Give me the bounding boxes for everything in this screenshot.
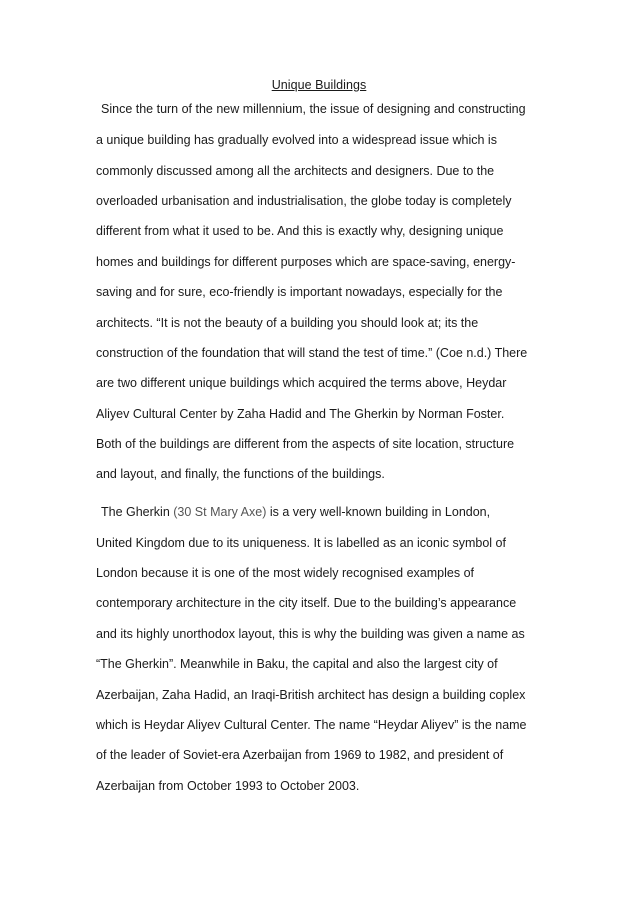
paragraph-1-line: Aliyev Cultural Center by Zaha Hadid and The Gherkin by Norman Foster. [96, 407, 505, 421]
paragraph-1-line: construction of the foundation that will stand the test of time.” (Coe n.d.) There [96, 346, 528, 360]
paragraph-1-line: commonly discussed among all the architects and designers. Due to the [96, 164, 495, 178]
document-title: Unique Buildings [271, 78, 367, 92]
paragraph-1-line: Since the turn of the new millennium, the issue of designing and constructing [101, 102, 526, 116]
paragraph-2-first-line [101, 504, 490, 520]
paragraph-2-line: United Kingdom due to its uniqueness. It is labelled as an iconic symbol of [96, 536, 506, 550]
paragraph-2-line: Azerbaijan, Zaha Hadid, an Iraqi-British architect has design a building coplex [96, 688, 526, 702]
paragraph-2-text: The Gherkin [101, 505, 174, 519]
paragraph-1-line: a unique building has gradually evolved into a widespread issue which is [96, 133, 497, 147]
paragraph-2-line: which is Heydar Aliyev Cultural Center. The name “Heydar Aliyev” is the name [96, 718, 527, 732]
paragraph-2-line: contemporary architecture in the city itself. Due to the building’s appearance [96, 596, 517, 610]
paragraph-1-line: overloaded urbanisation and industrialisation, the globe today is completely [96, 194, 512, 208]
paragraph-2-line: of the leader of Soviet-era Azerbaijan from 1969 to 1982, and president of [96, 748, 504, 762]
paragraph-1-line: and layout, and finally, the functions of the buildings. [96, 467, 385, 481]
paragraph-2-line: London because it is one of the most widely recognised examples of [96, 566, 475, 580]
paragraph-2-text: is a very well-known building in London, [266, 505, 491, 519]
paragraph-2-highlight: (30 St Mary Axe) [173, 505, 267, 519]
paragraph-1-line: saving and for sure, eco-friendly is important nowadays, especially for the [96, 285, 503, 299]
paragraph-1-line: architects. “It is not the beauty of a building you should look at; its the [96, 316, 479, 330]
paragraph-2-line: and its highly unorthodox layout, this is why the building was given a name as [96, 627, 525, 641]
paragraph-1-line: Both of the buildings are different from the aspects of site location, structure [96, 437, 515, 451]
paragraph-1-line: are two different unique buildings which acquired the terms above, Heydar [96, 376, 507, 390]
paragraph-2-line: Azerbaijan from October 1993 to October 2003. [96, 779, 360, 793]
paragraph-1-line: different from what it used to be. And this is exactly why, designing unique [96, 224, 504, 238]
paragraph-2-line: “The Gherkin”. Meanwhile in Baku, the capital and also the largest city of [96, 657, 498, 671]
paragraph-1-line: homes and buildings for different purposes which are space-saving, energy- [96, 255, 516, 269]
